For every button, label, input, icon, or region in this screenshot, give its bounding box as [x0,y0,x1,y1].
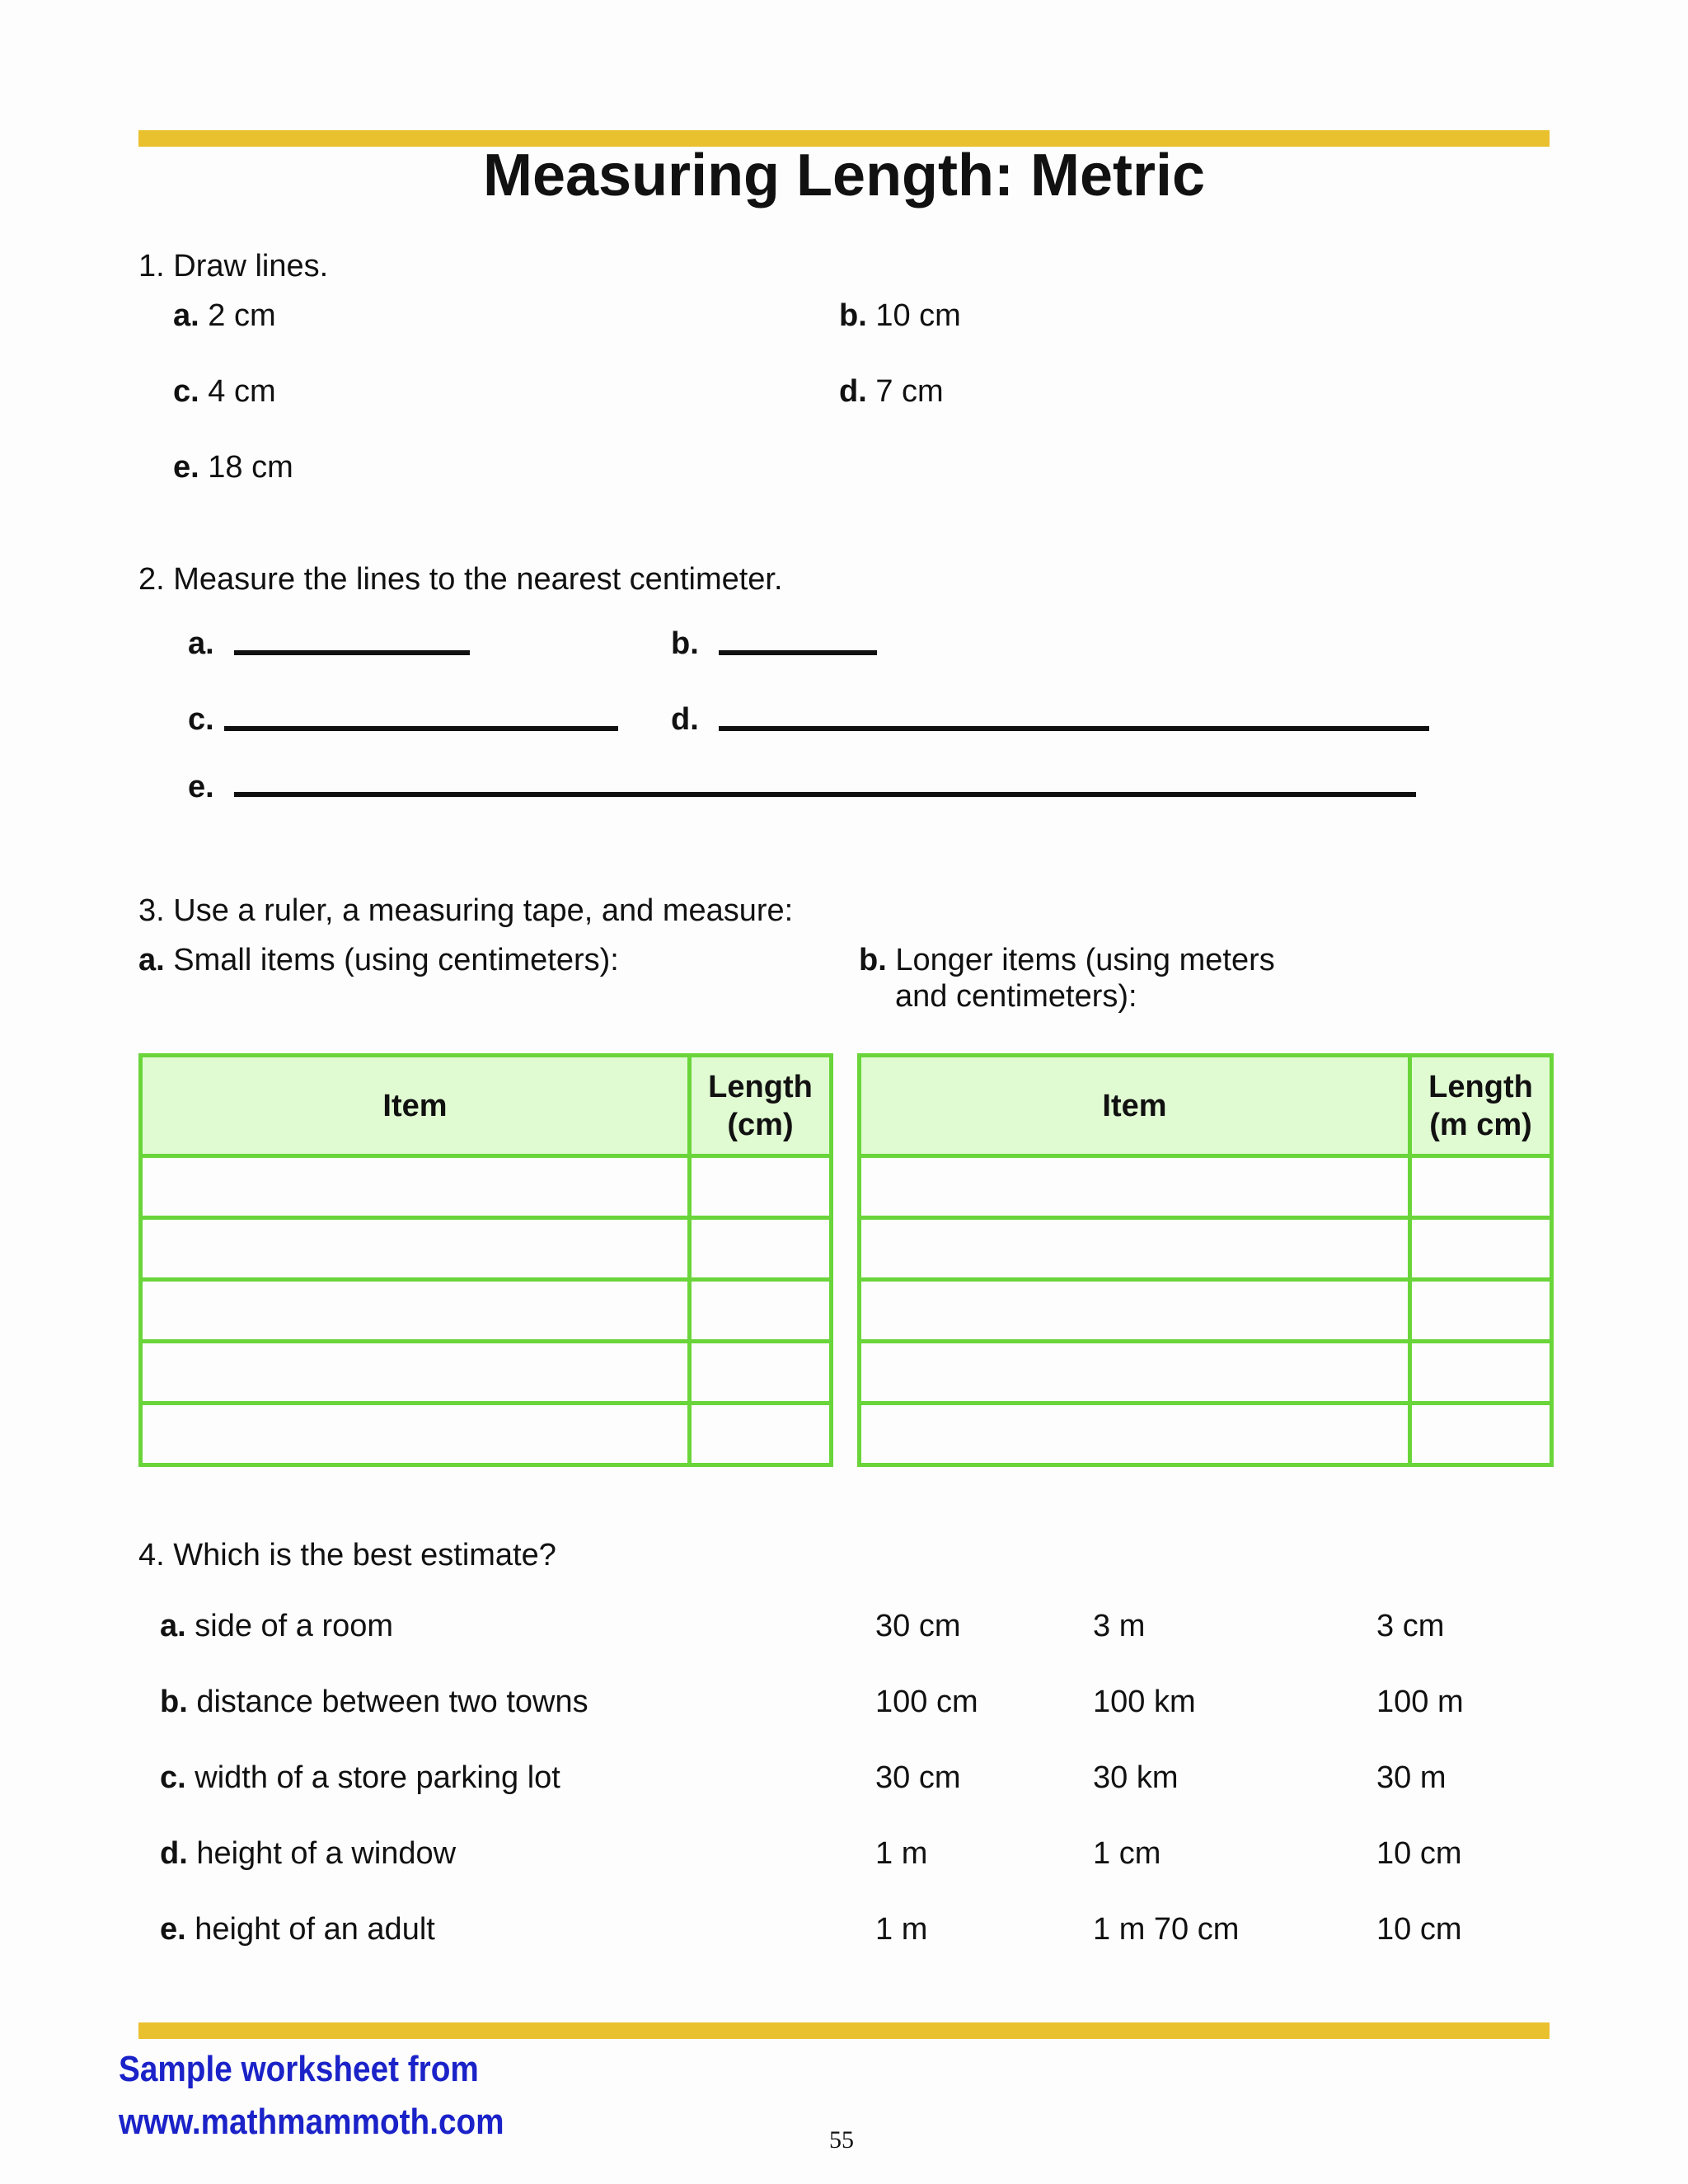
q1-item-d: d. 7 cm [839,374,944,409]
length-column-header: Length (cm) [690,1056,832,1156]
table-row [860,1280,1552,1342]
q4-row-a-question: a. side of a room [160,1609,394,1643]
table-row [141,1404,832,1465]
table-row [141,1156,832,1218]
q4-prompt: 4. Which is the best estimate? [138,1538,556,1572]
q4-row-d-option-1[interactable]: 1 m [875,1836,928,1871]
q4-row-b-option-1[interactable]: 100 cm [875,1685,978,1719]
length-column-header: Length (m cm) [1410,1056,1552,1156]
q4-row-e-option-1[interactable]: 1 m [875,1912,928,1947]
q1-item-e: e. 18 cm [173,450,293,485]
item-column-header: Item [141,1056,690,1156]
q4-row-c-option-2[interactable]: 30 km [1093,1760,1179,1795]
q4-row-d-option-3[interactable]: 10 cm [1376,1836,1462,1871]
item-cell[interactable] [141,1404,690,1465]
q4-row-a-option-2[interactable]: 3 m [1093,1609,1146,1643]
item-cell[interactable] [141,1156,690,1218]
length-cell[interactable] [690,1280,832,1342]
item-cell[interactable] [860,1404,1410,1465]
item-cell[interactable] [141,1218,690,1280]
q4-row-e-question: e. height of an adult [160,1912,435,1947]
q4-row-a-option-3[interactable]: 3 cm [1376,1609,1445,1643]
length-cell[interactable] [1410,1280,1552,1342]
longer-items-table [857,1053,1554,1467]
table-row [860,1404,1552,1465]
q4-row-b-question: b. distance between two towns [160,1685,588,1719]
q4-row-d-question: d. height of a window [160,1836,457,1871]
footer-website-link[interactable]: www.mathmammoth.com [119,2102,504,2142]
small-items-table [138,1053,833,1467]
item-cell[interactable] [141,1280,690,1342]
q4-row-d-option-2[interactable]: 1 cm [1093,1836,1161,1871]
item-cell[interactable] [860,1342,1410,1404]
page-title: Measuring Length: Metric [482,143,1206,209]
bottom-accent-bar [138,2022,1550,2039]
length-cell[interactable] [1410,1218,1552,1280]
item-cell[interactable] [860,1218,1410,1280]
table-header-row [860,1056,1552,1156]
q3-part-b: b. Longer items (using meters [859,943,1275,977]
q4-row-c-question: c. width of a store parking lot [160,1760,560,1795]
q3-prompt: 3. Use a ruler, a measuring tape, and measure: [138,893,794,928]
q1-prompt: 1. Draw lines. [138,249,329,284]
q2-label-d: d. [671,702,699,737]
item-cell[interactable] [860,1156,1410,1218]
q2-line-e [234,792,1416,797]
table-row [860,1156,1552,1218]
length-cell[interactable] [690,1342,832,1404]
table-row [860,1218,1552,1280]
q1-item-a: a. 2 cm [173,298,276,333]
page-number: 55 [829,2126,854,2154]
table-row [141,1280,832,1342]
q4-row-a-option-1[interactable]: 30 cm [875,1609,961,1643]
q2-label-e: e. [188,770,214,804]
length-cell[interactable] [1410,1156,1552,1218]
length-cell[interactable] [690,1156,832,1218]
item-cell[interactable] [141,1342,690,1404]
q2-line-c [224,726,618,731]
length-cell[interactable] [1410,1342,1552,1404]
q3-part-a: a. Small items (using centimeters): [138,943,619,977]
q2-label-a: a. [188,626,214,661]
q2-prompt: 2. Measure the lines to the nearest centimeter. [138,562,783,597]
q4-row-c-option-1[interactable]: 30 cm [875,1760,961,1795]
table-row [860,1342,1552,1404]
q2-line-d [719,726,1429,731]
length-cell[interactable] [1410,1404,1552,1465]
q4-row-b-option-2[interactable]: 100 km [1093,1685,1196,1719]
q4-row-e-option-3[interactable]: 10 cm [1376,1912,1462,1947]
q4-row-e-option-2[interactable]: 1 m 70 cm [1093,1912,1240,1947]
length-cell[interactable] [690,1404,832,1465]
q1-item-c: c. 4 cm [173,374,276,409]
q3-part-b-line2: and centimeters): [895,979,1137,1014]
item-cell[interactable] [860,1280,1410,1342]
item-column-header: Item [860,1056,1410,1156]
footer-sample-text: Sample worksheet from [119,2049,479,2089]
q2-line-a [234,650,470,655]
table-row [141,1218,832,1280]
q4-row-b-option-3[interactable]: 100 m [1376,1685,1464,1719]
table-row [141,1342,832,1404]
table-header-row [141,1056,832,1156]
q1-item-b: b. 10 cm [839,298,961,333]
q2-line-b [719,650,877,655]
q2-label-b: b. [671,626,699,661]
length-cell[interactable] [690,1218,832,1280]
q4-row-c-option-3[interactable]: 30 m [1376,1760,1447,1795]
q2-label-c: c. [188,702,214,737]
